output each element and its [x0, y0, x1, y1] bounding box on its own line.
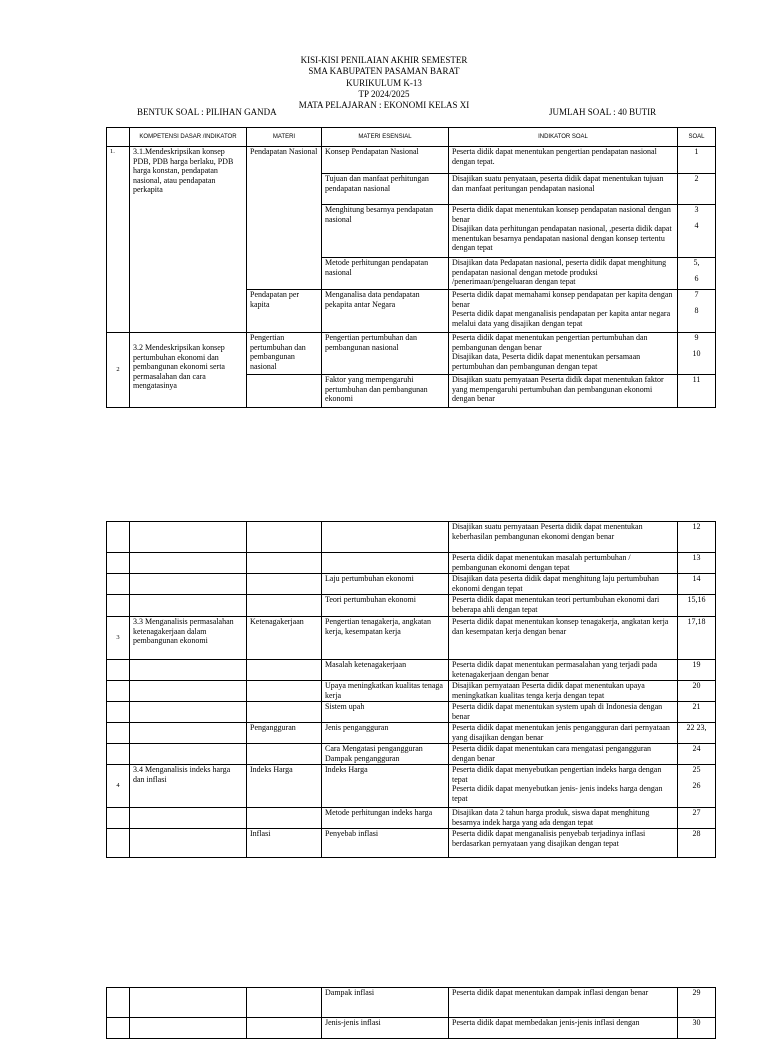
soal-cell: 12: [678, 522, 716, 553]
esensial-cell: Metode perhitungan indeks harga: [322, 808, 449, 829]
row-number: [107, 744, 130, 765]
indikator-cell: [449, 205, 678, 258]
indikator-cell: Peserta didik dapat menentukan system upah di Indonesia dengan benar: [449, 702, 678, 723]
indikator-cell: Peserta didik dapat menganalisis penyebab terjadinya inflasi berdasarkan pernyataan yang disajikan dengan tepat: [449, 829, 678, 858]
row-number: [107, 595, 130, 617]
materi-cell: [247, 702, 322, 723]
materi-cell: Pendapatan per kapita: [247, 290, 322, 333]
kd-cell: [130, 988, 247, 1018]
materi-cell: Pengertian pertumbuhan dan pembangunan nasional: [247, 333, 322, 375]
soal-cell: 22 23,: [678, 723, 716, 744]
table-row: [107, 147, 716, 174]
indikator-cell: Disajikan data Pedapatan nasional, peserta didik dapat menghitung pendapatan nasional dengan metode produksi /penerimaan/pengeluaran dengan tepat: [449, 258, 678, 290]
soal-cell: 27: [678, 808, 716, 829]
row-number: [107, 808, 130, 829]
row-number: [107, 574, 130, 595]
soal-cell: 15,16: [678, 595, 716, 617]
question-count: JUMLAH SOAL : 40 BUTIR: [549, 107, 657, 117]
indikator-cell: Disajikan suatu penyataan, peserta didik dapat menentukan tujuan dan manfaat peritungan pendapatan nasional: [449, 174, 678, 205]
kd-cell: 3.2 Mendeskripsikan konsep pertumbuhan ekonomi dan pembangunan ekonomi serta permasalahan dan cara mengatasinya: [130, 333, 247, 408]
kd-cell: [130, 829, 247, 858]
esensial-cell: Laju pertumbuhan ekonomi: [322, 574, 449, 595]
esensial-cell: Faktor yang mempengaruhi pertumbuhan dan pembangunan ekonomi: [322, 375, 449, 408]
row-number: 2: [107, 333, 130, 408]
esensial-cell: Sistem upah: [322, 702, 449, 723]
kd-cell: [130, 1018, 247, 1039]
indikator-cell: Peserta didik dapat menentukan dampak inflasi dengan benar: [449, 988, 678, 1018]
table-header-row: [107, 128, 716, 147]
indikator-text: Disajikan data perhitungan pendapatan nasional, ,peserta didik dapat menentukan besarnya pendapatan nasional dengan konsep tertentu dengan tepat: [452, 224, 672, 252]
esensial-cell: Indeks Harga: [322, 765, 449, 808]
indikator-cell: Peserta didik dapat menentukan konsep tenagakerja, angkatan kerja dan kesempatan kerja dengan benar: [449, 617, 678, 660]
materi-cell: [247, 988, 322, 1018]
soal-cell: 30: [678, 1018, 716, 1039]
esensial-cell: [322, 553, 449, 574]
row-number: [107, 553, 130, 574]
kd-cell: [130, 808, 247, 829]
indikator-text: Peserta didik dapat menentukan konsep pendapatan nasional dengan benar: [452, 205, 671, 224]
materi-cell: [247, 574, 322, 595]
table-row: [107, 829, 716, 858]
soal-number: 25: [692, 765, 701, 774]
kd-cell: 3.1.Mendeskripsikan konsep PDB, PDB harga berlaku, PDB harga konstan, pendapatan nasional, atau pendapatan perkapita: [130, 147, 247, 333]
esensial-cell: Menganalisa data pendapatan pekapita antar Negara: [322, 290, 449, 333]
kd-cell: [130, 744, 247, 765]
table-row: [107, 522, 716, 553]
header-title: KISI-KISI PENILAIAN AKHIR SEMESTER: [300, 55, 468, 65]
indikator-cell: Disajikan pernyataan Peserta didik dapat menentukan upaya meningkatkan kualitas tenga kerja dengan tepat: [449, 681, 678, 702]
soal-number: 10: [692, 348, 701, 358]
soal-cell: 11: [678, 375, 716, 408]
materi-cell: [247, 522, 322, 553]
table-row: [107, 660, 716, 681]
indikator-cell: [449, 290, 678, 333]
soal-cell: 29: [678, 988, 716, 1018]
soal-cell: 19: [678, 660, 716, 681]
grid-table-1: [106, 127, 716, 408]
esensial-cell: Jenis-jenis inflasi: [322, 1018, 449, 1039]
esensial-cell: Pengertian pertumbuhan dan pembangunan nasional: [322, 333, 449, 375]
soal-cell: [678, 205, 716, 258]
soal-number: 3: [694, 205, 699, 214]
indikator-text: Peserta didik dapat menyebutkan jenis- jenis indeks harga dengan tepat: [452, 784, 663, 803]
indikator-cell: Disajikan data 2 tahun harga produk, siswa dapat menghitung besarnya indek harga yang ada dengan tepat: [449, 808, 678, 829]
esensial-cell: Konsep Pendapatan Nasional: [322, 147, 449, 174]
indikator-cell: Disajikan suatu pernyataan Peserta didik dapat menentukan keberhasilan pembangunan ekonomi dengan benar: [449, 522, 678, 553]
row-number: [107, 522, 130, 553]
indikator-text: Peserta didik dapat menentukan pengertian pertumbuhan dan pembangunan dengan benar: [452, 333, 648, 352]
grid-table-3: [106, 987, 716, 1039]
kd-cell: [130, 723, 247, 744]
header-subject: MATA PELAJARAN : EKONOMI KELAS XI: [298, 100, 470, 111]
indikator-text: Peserta didik dapat menyebutkan pengertian indeks harga dengan tepat: [452, 765, 662, 784]
row-number: [107, 1018, 130, 1039]
materi-cell: [247, 553, 322, 574]
materi-cell: [247, 595, 322, 617]
esensial-cell: Metode perhitungan pendapatan nasional: [322, 258, 449, 290]
materi-cell: [247, 744, 322, 765]
soal-cell: [678, 290, 716, 333]
soal-cell: 2: [678, 174, 716, 205]
col-header-no: [107, 128, 130, 147]
kd-cell: 3.4 Menganalisis indeks harga dan inflasi: [130, 765, 247, 808]
table-row: [107, 702, 716, 723]
esensial-cell: Penyebab inflasi: [322, 829, 449, 858]
row-number: 3: [107, 617, 130, 660]
soal-cell: 17,18: [678, 617, 716, 660]
esensial-cell: Pengertian tenagakerja, angkatan kerja, kesempatan kerja: [322, 617, 449, 660]
row-number: [107, 723, 130, 744]
materi-cell: Pendapatan Nasional: [247, 147, 322, 290]
table-row: [107, 333, 716, 375]
soal-number: 26: [692, 780, 701, 790]
indikator-text: Peserta didik dapat memahami konsep pendapatan per kapita dengan benar: [452, 290, 673, 309]
indikator-cell: Peserta didik dapat menentukan cara mengatasi pengangguran dengan benar: [449, 744, 678, 765]
materi-cell: [247, 808, 322, 829]
soal-cell: 28: [678, 829, 716, 858]
esensial-cell: Menghitung besarnya pendapatan nasional: [322, 205, 449, 258]
table-row: [107, 574, 716, 595]
table-row: [107, 808, 716, 829]
question-type: BENTUK SOAL : PILIHAN GANDA: [137, 107, 277, 117]
indikator-cell: Peserta didik dapat menentukan permasalahan yang terjadi pada ketenagakerjaan dengan benar: [449, 660, 678, 681]
col-header-indikator: INDIKATOR SOAL: [449, 128, 678, 147]
table-row: [107, 744, 716, 765]
indikator-cell: Peserta didik dapat menentukan pengertian pendapatan nasional dengan tepat.: [449, 147, 678, 174]
row-number: [107, 829, 130, 858]
esensial-cell: Tujuan dan manfaat perhitungan pendapatan nasional: [322, 174, 449, 205]
table-row: [107, 617, 716, 660]
materi-cell: Indeks Harga: [247, 765, 322, 808]
kd-cell: [130, 702, 247, 723]
indikator-cell: Peserta didik dapat membedakan jenis-jenis inflasi dengan: [449, 1018, 678, 1039]
row-number: [107, 660, 130, 681]
kd-cell: [130, 681, 247, 702]
indikator-cell: Disajikan suatu pernyataan Peserta didik dapat menentukan faktor yang mempengaruhi pertumbuhan dan pembangunan ekonomi dengan benar: [449, 375, 678, 408]
document-header: [0, 55, 768, 111]
col-header-kd: KOMPETENSI DASAR /INDIKATOR: [130, 128, 247, 147]
materi-cell: Inflasi: [247, 829, 322, 858]
row-number: [107, 988, 130, 1018]
table-row: [107, 681, 716, 702]
soal-number: 5,: [693, 258, 700, 267]
indikator-text: Peserta didik dapat menganalisis pendapatan per kapita antar negara melalui data yang disajikan dengan tepat: [452, 309, 671, 328]
row-number: 1.: [107, 147, 130, 333]
indikator-cell: Peserta didik dapat menentukan masalah pertumbuhan / pembangunan ekonomi dengan tepat: [449, 553, 678, 574]
col-header-soal: SOAL: [678, 128, 716, 147]
materi-cell: Ketenagakerjaan: [247, 617, 322, 660]
soal-cell: 14: [678, 574, 716, 595]
esensial-cell: Teori pertumbuhan ekonomi: [322, 595, 449, 617]
row-number: [107, 702, 130, 723]
table-row: [107, 988, 716, 1018]
soal-cell: 1: [678, 147, 716, 174]
soal-number: 4: [694, 220, 699, 230]
kd-cell: [130, 660, 247, 681]
table-row: [107, 723, 716, 744]
esensial-cell: Dampak inflasi: [322, 988, 449, 1018]
soal-cell: 13: [678, 553, 716, 574]
kd-cell: [130, 553, 247, 574]
kd-cell: [130, 522, 247, 553]
indikator-cell: Disajikan data peserta didik dapat menghitung laju pertumbuhan ekonomi dengan tepat: [449, 574, 678, 595]
kd-cell: [130, 574, 247, 595]
soal-cell: 21: [678, 702, 716, 723]
esensial-cell: Jenis pengangguran: [322, 723, 449, 744]
soal-cell: 24: [678, 744, 716, 765]
esensial-cell: [322, 522, 449, 553]
indikator-cell: Peserta didik dapat menentukan teori pertumbuhan ekonomi dari beberapa ahli dengan tepat: [449, 595, 678, 617]
soal-number: 6: [694, 273, 699, 283]
materi-cell: [247, 660, 322, 681]
materi-cell: Pengangguran: [247, 723, 322, 744]
soal-cell: 20: [678, 681, 716, 702]
soal-number: 7: [694, 290, 699, 299]
soal-cell: [678, 333, 716, 375]
header-school: SMA KABUPATEN PASAMAN BARAT: [308, 66, 460, 77]
materi-cell: [247, 1018, 322, 1039]
table-row: [107, 595, 716, 617]
kd-cell: [130, 595, 247, 617]
materi-cell: [247, 681, 322, 702]
esensial-cell: Masalah ketenagakerjaan: [322, 660, 449, 681]
soal-number: 9: [694, 333, 699, 342]
indikator-cell: [449, 765, 678, 808]
esensial-cell: Upaya meningkatkan kualitas tenaga kerja: [322, 681, 449, 702]
grid-table-2: [106, 521, 716, 858]
header-curriculum: KURIKULUM K-13: [346, 77, 422, 88]
indikator-cell: Peserta didik dapat menentukan jenis pengangguran dari pernyataan yang disajikan dengan benar: [449, 723, 678, 744]
kd-cell: 3.3 Menganalisis permasalahan ketenagakerjaan dalam pembangunan ekonomi: [130, 617, 247, 660]
materi-cell: [247, 375, 322, 408]
row-number: 4: [107, 765, 130, 808]
indikator-cell: [449, 333, 678, 375]
soal-cell: [678, 765, 716, 808]
row-number: [107, 681, 130, 702]
soal-number: 8: [694, 305, 699, 315]
col-header-materi: MATERI: [247, 128, 322, 147]
table-row: [107, 1018, 716, 1039]
esensial-cell: Cara Mengatasi pengangguran Dampak pengangguran: [322, 744, 449, 765]
table-row: [107, 553, 716, 574]
indikator-text: Disajikan data, Peserta didik dapat menentukan persamaan pertumbuhan dan pembangunan dengan tepat: [452, 352, 641, 371]
header-year: TP 2024/2025: [358, 88, 410, 99]
col-header-esensial: MATERI ESENSIAL: [322, 128, 449, 147]
soal-cell: [678, 258, 716, 290]
table-row: [107, 765, 716, 808]
